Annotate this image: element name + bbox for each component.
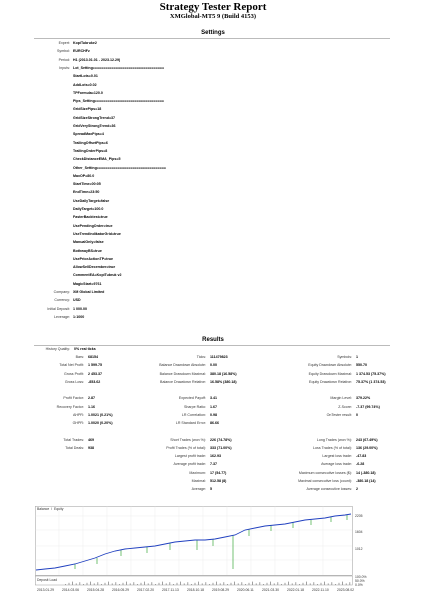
deposit-load-bar <box>187 582 188 585</box>
results-value: 3.41 <box>210 396 217 401</box>
x-tick-label: 2014.03.06 <box>62 588 79 592</box>
deposit-load-bar <box>173 584 174 585</box>
y-tick-label: 1012 <box>355 547 363 551</box>
x-tick-label: 2013.01.29 <box>37 588 54 592</box>
deposit-load-bar <box>76 583 77 585</box>
deposit-load-bar <box>245 584 246 585</box>
results-key: Sharpe Ratio: <box>184 404 206 409</box>
settings-key: Period: <box>58 57 70 62</box>
settings-value: AllowSellDecember=true <box>73 265 116 270</box>
deposit-load-bar <box>339 583 340 585</box>
settings-key: Expert: <box>58 41 70 45</box>
settings-value: Lot_Setting================================== <box>73 65 165 70</box>
settings-value: H1 (2013.01.01 - 2023.12.29) <box>73 57 121 62</box>
results-value: 16.58% (380.18) <box>210 379 237 384</box>
deposit-load-bar <box>303 583 304 585</box>
deposit-load-bar <box>342 582 343 585</box>
results-value: -380.18 (14) <box>356 478 376 483</box>
deposit-load-bar <box>119 584 120 585</box>
results-value: 162.93 <box>210 454 221 458</box>
results-key: Short Trades (won %): <box>170 437 206 442</box>
deposit-load-bar <box>105 583 106 585</box>
settings-value: BothwayBS=true <box>73 248 102 253</box>
x-tick-label: 2023.08.02 <box>337 588 354 592</box>
results-value: 1 374.53 (75.37%) <box>356 371 386 376</box>
results-key: Balance Drawdown Relative: <box>160 379 206 384</box>
x-tick-label: 2017.11.13 <box>162 588 179 592</box>
results-key: Average: <box>191 487 206 491</box>
legend-equity: Equity <box>54 507 64 511</box>
results-rule <box>34 345 390 346</box>
results-value: -47.83 <box>356 454 367 458</box>
results-key: Expected Payoff: <box>178 396 206 401</box>
settings-value: GridVeryStrongTrend=36 <box>73 124 116 128</box>
results-key: Balance Drawdown Absolute: <box>159 363 206 368</box>
y-tick-label: 2205 <box>355 514 363 518</box>
deposit-load-bar <box>148 583 149 585</box>
deposit-load-bar <box>328 583 329 585</box>
deposit-load-bar <box>295 582 296 585</box>
deposit-load-bar <box>166 583 167 585</box>
deposit-load-bar <box>69 583 70 585</box>
deposit-load-bar <box>191 584 192 585</box>
settings-key: Initial Deposit: <box>47 306 70 311</box>
deposit-load-bar <box>83 584 84 585</box>
deposit-load-bar <box>151 582 152 585</box>
load-tick-label: 0.0% <box>355 583 363 587</box>
results-key: Gross Loss: <box>64 379 84 384</box>
legend-balance: Balance <box>37 507 50 511</box>
deposit-load-bar <box>169 582 170 585</box>
settings-key: Currency: <box>54 298 70 303</box>
history-quality-value: 0% real ticks <box>74 347 96 351</box>
results-key: Equity Drawdown Absolute: <box>308 363 352 368</box>
results-value: -7.37 (99.74%) <box>356 404 380 409</box>
deposit-load-bar <box>259 582 260 585</box>
results-value: 1 599.75 <box>88 363 102 368</box>
results-key: Loss Trades (% of total): <box>313 445 352 450</box>
results-value: 550.70 <box>356 363 367 368</box>
results-key: Margin Level: <box>330 396 352 401</box>
results-key: Average loss trade: <box>321 462 352 467</box>
x-tick-label: 2020.06.11 <box>237 588 254 592</box>
deposit-load-bar <box>79 582 80 585</box>
deposit-load-bar <box>180 582 181 585</box>
results-value: 86.66 <box>210 421 219 425</box>
results-value: 136 (29.00%) <box>356 445 378 450</box>
results-value: -6.28 <box>356 462 365 467</box>
results-key: Equity Drawdown Maximal: <box>308 371 352 376</box>
deposit-load-bar <box>274 583 275 585</box>
results-key: Ticks: <box>196 355 206 359</box>
settings-value: MaxOP=80.0 <box>73 173 95 178</box>
settings-value: 1 000.00 <box>73 306 87 311</box>
load-tick-label: 50.0% <box>355 579 365 583</box>
results-key: Total Deals: <box>65 445 84 450</box>
results-value: 2 453.37 <box>88 371 102 376</box>
results-value: 7.37 <box>210 462 217 467</box>
deposit-load-bar <box>277 582 278 585</box>
deposit-load-bar <box>270 582 271 585</box>
results-key: Profit Trades (% of total): <box>166 445 206 450</box>
settings-value: SpreadMaxPips=4 <box>73 132 104 137</box>
results-key: Profit Factor: <box>63 396 84 401</box>
x-axis-ticks <box>37 588 354 592</box>
x-tick-label: 2022.01.18 <box>287 588 304 592</box>
settings-value: FasterBacktest=true <box>73 215 108 220</box>
results-key: Gross Profit: <box>64 371 84 376</box>
deposit-load-bar <box>159 583 160 585</box>
deposit-load-bar <box>177 583 178 585</box>
results-key: Balance Drawdown Maximal: <box>159 371 206 376</box>
settings-key: Symbol: <box>57 49 70 54</box>
legend-separator: / <box>51 507 52 511</box>
y-tick-label: 1604 <box>355 530 363 534</box>
deposit-load-bar <box>115 582 116 585</box>
deposit-load-bar <box>306 582 307 585</box>
results-value: 226 (74.78%) <box>210 437 232 442</box>
results-key: Long Trades (won %): <box>316 437 352 442</box>
results-key: Average profit trade: <box>173 462 206 467</box>
settings-value: UseDailyTarget=false <box>73 198 110 203</box>
deposit-load-bar <box>195 583 196 585</box>
settings-value: TrailingOffsetPips=6 <box>73 140 108 145</box>
results-value: 469 <box>88 437 94 442</box>
results-value: 1.0021 (0.21%) <box>88 412 113 417</box>
deposit-load-bar <box>130 583 131 585</box>
deposit-load-panel <box>35 576 352 585</box>
results-heading: Results <box>202 337 224 343</box>
deposit-load-bar <box>299 584 300 585</box>
results-key: AHPR: <box>73 412 84 417</box>
results-value: 938 <box>88 445 94 450</box>
deposit-load-bar <box>213 583 214 585</box>
results-key: Maximal: <box>191 478 206 483</box>
deposit-load-bar <box>231 583 232 585</box>
deposit-load-bar <box>94 583 95 585</box>
deposit-load-bar <box>223 582 224 585</box>
deposit-load-bar <box>324 582 325 585</box>
deposit-load-bar <box>202 583 203 585</box>
settings-heading: Settings <box>201 30 225 36</box>
x-tick-label: 2021.03.30 <box>262 588 279 592</box>
deposit-load-bar <box>238 583 239 585</box>
deposit-load-bar <box>317 584 318 585</box>
deposit-load-bar <box>313 582 314 585</box>
results-value: 0 <box>356 412 358 417</box>
results-value: 380.18 (16.58%) <box>210 371 237 376</box>
deposit-load-bar <box>241 582 242 585</box>
settings-value: TPFormula=120.0 <box>73 90 103 95</box>
settings-key: Leverage: <box>54 314 70 319</box>
results-value: 1.16 <box>88 404 95 409</box>
balance-equity-chart <box>35 506 367 594</box>
settings-rule <box>34 38 390 39</box>
deposit-load-bar <box>101 584 102 585</box>
deposit-load-label: Deposit Load <box>37 578 57 582</box>
deposit-load-bar <box>87 583 88 585</box>
settings-value: UseTrendIndikatorGrid=true <box>73 231 121 236</box>
deposit-load-bar <box>184 583 185 585</box>
deposit-load-bar <box>65 584 66 585</box>
deposit-load-bar <box>281 584 282 585</box>
deposit-load-bar <box>234 582 235 585</box>
deposit-load-bar <box>126 582 127 585</box>
x-tick-label: 2015.04.28 <box>87 588 104 592</box>
deposit-load-bar <box>285 583 286 585</box>
history-quality-label: History Quality: <box>45 347 70 351</box>
deposit-load-bar <box>133 582 134 585</box>
results-key: Recovery Factor: <box>56 404 84 409</box>
results-key: Largest profit trade: <box>174 454 206 458</box>
deposit-load-bar <box>346 583 347 585</box>
deposit-load-bar <box>198 582 199 585</box>
x-tick-label: 2018.10.18 <box>187 588 204 592</box>
settings-key: Company: <box>53 290 70 294</box>
settings-value: UsePriceActionTP=true <box>73 256 114 261</box>
deposit-load-bar <box>220 583 221 585</box>
results-value: 243 (67.49%) <box>356 437 378 442</box>
deposit-load-bar <box>144 582 145 585</box>
settings-value: AddLots=0.02 <box>73 82 97 87</box>
results-value: -853.62 <box>88 379 101 384</box>
results-key: OnTester result: <box>326 412 352 417</box>
deposit-load-bar <box>137 584 138 585</box>
deposit-load-bar <box>256 583 257 585</box>
settings-value: 1:1000 <box>73 314 85 319</box>
results-key: Total Trades: <box>63 437 84 442</box>
results-value: 17 (54.77) <box>210 470 227 475</box>
deposit-load-bar <box>209 584 210 585</box>
results-key: Total Net Profit: <box>59 363 84 368</box>
load-tick-label: 100.0% <box>355 575 367 579</box>
settings-value: TrailingOrderPips=8 <box>73 148 108 153</box>
results-key: LR Correlation: <box>181 412 206 417</box>
report-title: Strategy Tester Report <box>159 1 267 13</box>
settings-value: GridSizeStrongTrend=37 <box>73 115 116 120</box>
results-key: Maximum consecutive losses ($): <box>298 470 352 475</box>
deposit-load-bar <box>321 583 322 585</box>
results-value: 2 <box>356 487 358 491</box>
results-value: 1 <box>356 355 358 359</box>
results-value: 379.22% <box>356 396 371 401</box>
results-key: GHPR: <box>72 421 84 425</box>
deposit-load-bar <box>310 583 311 585</box>
deposit-load-bar <box>288 582 289 585</box>
results-value: 1.0020 (0.20%) <box>88 421 113 425</box>
settings-value: Other_Setting================================= <box>73 165 167 170</box>
x-tick-label: 2022.11.10 <box>312 588 329 592</box>
settings-value: DailyTarget=100.0 <box>73 207 104 211</box>
deposit-load-bar <box>267 583 268 585</box>
results-value: 0.98 <box>210 412 217 417</box>
deposit-load-bar <box>112 583 113 585</box>
results-value: 512.58 (8) <box>210 478 227 483</box>
results-key: Symbols: <box>337 355 352 359</box>
x-tick-label: 2019.08.29 <box>212 588 229 592</box>
results-value: 5 <box>210 487 212 491</box>
settings-value: GridSizePips=18 <box>73 107 102 112</box>
deposit-load-bar <box>263 584 264 585</box>
settings-value: CommentEA=KopiTubruk v2 <box>73 273 122 278</box>
deposit-load-bar <box>123 583 124 585</box>
deposit-load-bar <box>331 582 332 585</box>
x-tick-label: 2016.05.29 <box>112 588 129 592</box>
deposit-load-bar <box>72 582 73 585</box>
deposit-load-bar <box>335 584 336 585</box>
settings-value: UsePendingOrder=true <box>73 223 113 228</box>
settings-value: XM Global Limited <box>73 290 105 294</box>
settings-value: KopiTubruke2 <box>73 41 97 45</box>
deposit-load-bar <box>90 582 91 585</box>
results-value: 0.00 <box>210 363 217 368</box>
x-tick-label: 2017.02.20 <box>137 588 154 592</box>
settings-value: USD <box>73 298 81 303</box>
settings-value: EndTime=23:50 <box>73 190 100 195</box>
results-value: 68154 <box>88 355 98 359</box>
deposit-load-bar <box>227 584 228 585</box>
deposit-load-bar <box>141 583 142 585</box>
deposit-load-bar <box>292 583 293 585</box>
results-value: 333 (71.00%) <box>210 445 232 450</box>
settings-value: CheckDistanceEMA_Pips=5 <box>73 157 121 162</box>
report-subtitle: XMGlobal-MT5 9 (Build 4153) <box>169 13 257 20</box>
results-value: 1.67 <box>210 404 217 409</box>
results-key: Bars: <box>75 355 84 359</box>
results-value: 75.37% (1 374.53) <box>356 379 386 384</box>
results-key: Average consecutive losses: <box>306 487 352 491</box>
results-value: 111479823 <box>210 355 228 359</box>
results-key: Largest loss trade: <box>322 454 352 458</box>
results-value: 14 (-380.18) <box>356 470 376 475</box>
deposit-load-bar <box>97 582 98 585</box>
settings-value: ManualOnly=false <box>73 240 104 245</box>
results-key: LR Standard Error: <box>175 421 206 425</box>
results-key: Z-Score: <box>338 404 352 409</box>
settings-value: StartLots=0.01 <box>73 74 98 79</box>
results-key: Maximum: <box>189 470 206 475</box>
deposit-load-bar <box>162 582 163 585</box>
deposit-load-bar <box>205 582 206 585</box>
settings-value: EURCHFz <box>73 49 90 54</box>
deposit-load-bar <box>349 582 350 585</box>
deposit-load-bar <box>216 582 217 585</box>
deposit-load-bar <box>252 582 253 585</box>
results-key: Equity Drawdown Relative: <box>309 379 352 384</box>
settings-value: StartTime=00:05 <box>73 182 101 187</box>
deposit-load-bar <box>249 583 250 585</box>
results-value: 2.87 <box>88 396 95 401</box>
deposit-load-bar <box>155 584 156 585</box>
results-key: Maximal consecutive loss (count): <box>298 478 352 483</box>
settings-key: Inputs: <box>59 65 70 70</box>
deposit-load-bar <box>108 582 109 585</box>
settings-value: MagicStart=9761 <box>73 281 102 286</box>
settings-value: Pips_Setting================================= <box>73 99 165 104</box>
